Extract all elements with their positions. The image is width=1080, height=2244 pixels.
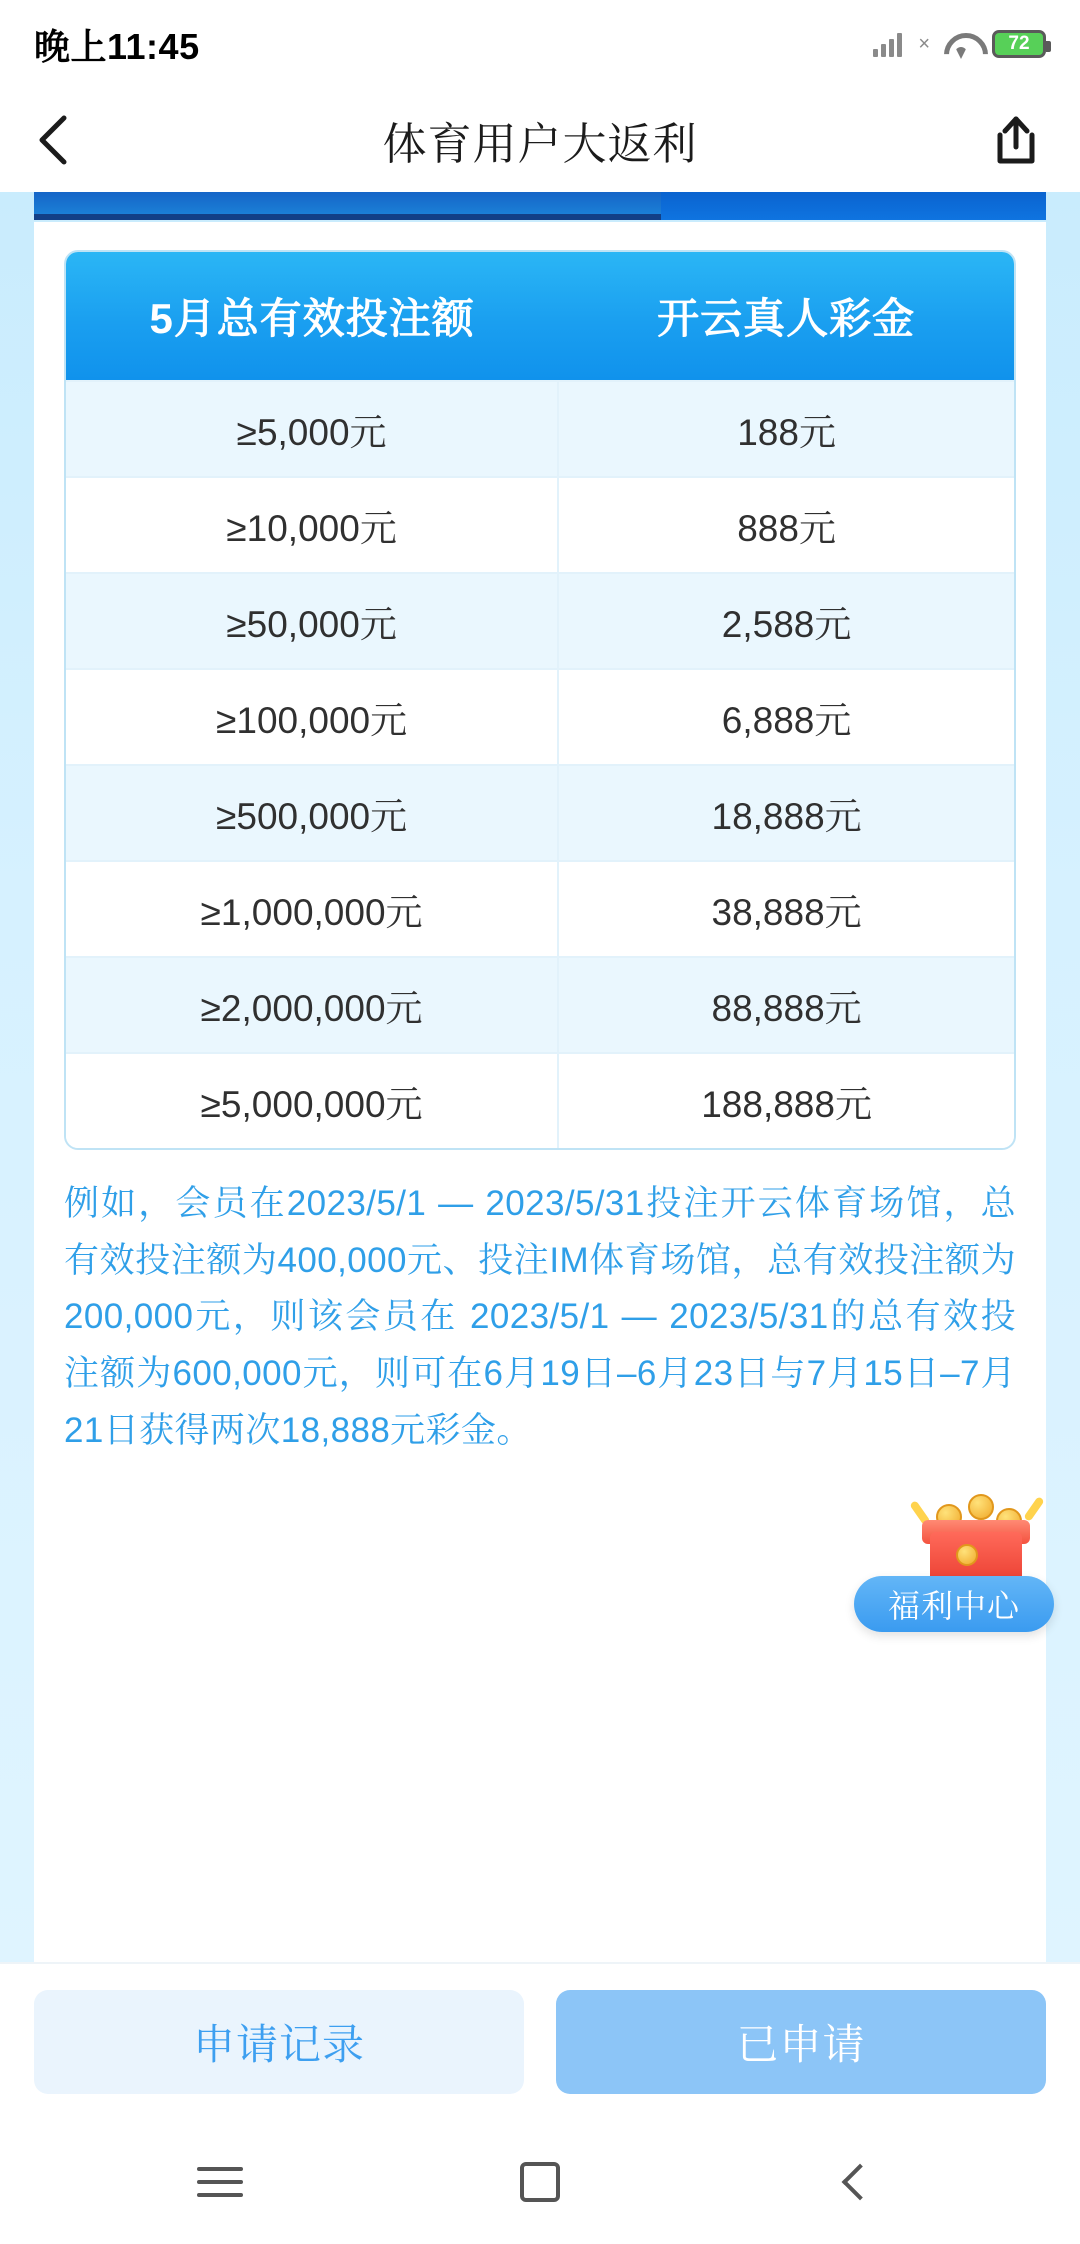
back-chevron-icon[interactable]	[805, 2142, 915, 2222]
table-cell-threshold: ≥5,000元	[66, 382, 559, 476]
status-time: 晚上11:45	[34, 25, 200, 67]
table-cell-bonus: 38,888元	[711, 892, 862, 933]
table-cell-bonus: 188,888元	[701, 1084, 872, 1125]
table-row	[66, 668, 1014, 764]
table-cell-threshold: ≥5,000,000元	[66, 1054, 559, 1148]
table-cell-threshold: ≥1,000,000元	[66, 862, 559, 956]
table-cell-bonus: 188元	[737, 412, 836, 453]
back-chevron-icon[interactable]	[34, 110, 94, 170]
table-row	[66, 956, 1014, 1052]
table-row	[66, 380, 1014, 476]
back-chevron-svg	[34, 110, 74, 170]
welfare-center-float[interactable]	[854, 1492, 1054, 1632]
signal-bars-icon	[873, 31, 902, 57]
applied-button[interactable]: 已申请	[556, 1990, 1046, 2094]
table-cell-bonus: 6,888元	[721, 700, 852, 741]
page-title: 体育用户大返利	[382, 120, 698, 169]
battery-icon	[992, 30, 1046, 58]
share-svg	[990, 113, 1042, 167]
banner-image-sliver	[34, 192, 1046, 220]
action-bar	[0, 1962, 1080, 2120]
table-row	[66, 860, 1014, 956]
system-nav-bar	[0, 2120, 1080, 2244]
status-icons	[873, 30, 1046, 58]
page-content[interactable]	[0, 192, 1080, 1962]
table-row	[66, 1052, 1014, 1148]
table-row	[66, 572, 1014, 668]
status-bar	[0, 0, 1080, 88]
table-header-cell: 5月总有效投注额	[149, 295, 475, 342]
signal-x-icon: ×	[918, 33, 930, 55]
rebate-table	[64, 250, 1016, 1150]
table-header-cell: 开云真人彩金	[657, 295, 916, 342]
table-header-row	[66, 252, 1014, 380]
menu-icon[interactable]	[165, 2142, 275, 2222]
home-square-icon[interactable]	[485, 2142, 595, 2222]
table-cell-threshold: ≥100,000元	[66, 670, 559, 764]
table-row	[66, 764, 1014, 860]
table-cell-threshold: ≥10,000元	[66, 478, 559, 572]
app-bar	[0, 88, 1080, 192]
wifi-icon	[944, 31, 978, 57]
battery-level: 72	[1008, 33, 1030, 54]
table-cell-threshold: ≥500,000元	[66, 766, 559, 860]
table-cell-bonus: 18,888元	[711, 796, 862, 837]
table-cell-threshold: ≥50,000元	[66, 574, 559, 668]
table-cell-bonus: 888元	[737, 508, 836, 549]
table-cell-bonus: 88,888元	[711, 988, 862, 1029]
share-icon[interactable]	[986, 110, 1046, 170]
table-row	[66, 476, 1014, 572]
table-cell-bonus: 2,588元	[721, 604, 852, 645]
content-card	[34, 222, 1046, 1962]
application-records-button[interactable]: 申请记录	[34, 1990, 524, 2094]
table-cell-threshold: ≥2,000,000元	[66, 958, 559, 1052]
example-note: 例如，会员在2023/5/1 — 2023/5/31投注开云体育场馆，总有效投注额为400,000元、投注IM体育场馆，总有效投注额为200,000元，则该会员在 2023/5/1 — 2023/5/31的总有效投注额为600,000元，则可在6月19日–6月23日与7月15日–7月21日获得两次18,888元彩金。	[64, 1184, 1016, 1450]
welfare-center-label[interactable]: 福利中心	[854, 1576, 1054, 1632]
